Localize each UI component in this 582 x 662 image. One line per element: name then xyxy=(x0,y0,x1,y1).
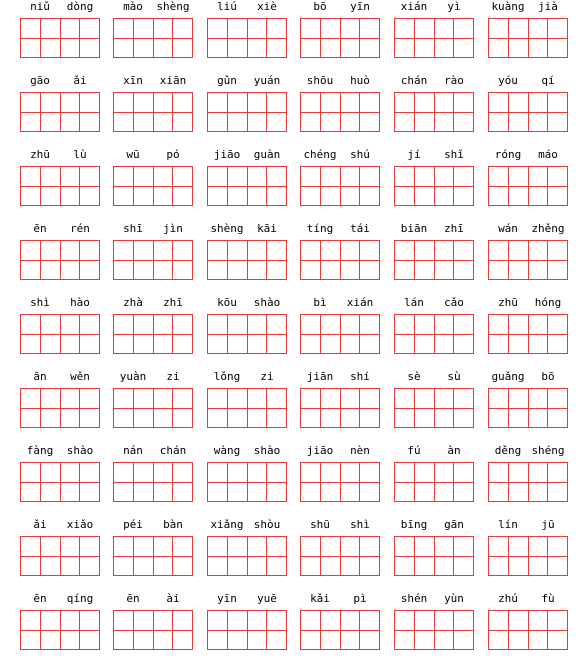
word-item xyxy=(300,0,380,60)
pinyin-label: ēn xyxy=(33,592,47,605)
word-item xyxy=(488,74,568,134)
word-item xyxy=(394,222,474,282)
word-item xyxy=(113,592,193,652)
word-item xyxy=(300,370,380,430)
pinyin-label: rén xyxy=(70,222,90,235)
word-item xyxy=(20,296,100,356)
pinyin-label: jiāo xyxy=(213,148,241,161)
pinyin-label: guàn xyxy=(253,148,281,161)
character-writing-grid[interactable] xyxy=(488,536,568,576)
pinyin-label: yīn xyxy=(350,0,370,13)
pinyin-label: mào xyxy=(123,0,143,13)
pinyin-label: gǔn xyxy=(217,74,237,87)
pinyin-label: yì xyxy=(447,0,461,13)
grid-line xyxy=(208,186,286,187)
word-item xyxy=(207,296,287,356)
pinyin-label: shì xyxy=(350,518,370,531)
pinyin-label: zhū xyxy=(498,296,518,309)
character-writing-grid[interactable] xyxy=(207,462,287,502)
word-item xyxy=(394,444,474,504)
character-writing-grid[interactable] xyxy=(394,92,474,132)
pinyin-label: lǒng xyxy=(213,370,241,383)
pinyin-label: bì xyxy=(313,296,327,309)
grid-line xyxy=(21,556,99,557)
grid-line xyxy=(114,408,192,409)
pinyin-label: xīn xyxy=(123,74,143,87)
pinyin-label: jí xyxy=(407,148,421,161)
character-writing-grid[interactable] xyxy=(113,462,193,502)
pinyin-label: xiǎng xyxy=(210,518,244,531)
character-writing-grid[interactable] xyxy=(207,388,287,428)
pinyin-label: hào xyxy=(70,296,90,309)
word-item xyxy=(207,0,287,60)
word-item xyxy=(300,148,380,208)
grid-line xyxy=(114,186,192,187)
character-writing-grid[interactable] xyxy=(300,314,380,354)
grid-line xyxy=(208,408,286,409)
worksheet-row xyxy=(0,592,582,662)
character-writing-grid[interactable] xyxy=(488,240,568,280)
pinyin-label: ài xyxy=(166,592,180,605)
pinyin-label: jìn xyxy=(163,222,183,235)
pinyin-label: bō xyxy=(541,370,555,383)
pinyin-label: yùn xyxy=(444,592,464,605)
pinyin-label: lín xyxy=(498,518,518,531)
word-item xyxy=(20,592,100,652)
character-writing-grid[interactable] xyxy=(207,536,287,576)
word-item xyxy=(394,592,474,652)
character-writing-grid[interactable] xyxy=(394,240,474,280)
word-item xyxy=(488,592,568,652)
character-writing-grid[interactable] xyxy=(113,314,193,354)
pinyin-label: shōu xyxy=(306,74,334,87)
pinyin-label: fú xyxy=(407,444,421,457)
pinyin-label: niǔ xyxy=(30,0,50,13)
word-item xyxy=(488,222,568,282)
grid-line xyxy=(21,408,99,409)
pinyin-label: zi xyxy=(166,370,180,383)
pinyin-label: xián xyxy=(400,0,428,13)
word-item xyxy=(113,518,193,578)
word-item xyxy=(300,518,380,578)
character-writing-grid[interactable] xyxy=(394,18,474,58)
pinyin-label: qíng xyxy=(66,592,94,605)
pinyin-label: jià xyxy=(538,0,558,13)
grid-line xyxy=(489,112,567,113)
word-item xyxy=(207,592,287,652)
pinyin-label: pì xyxy=(353,592,367,605)
pinyin-label: wàng xyxy=(213,444,241,457)
character-writing-grid[interactable] xyxy=(207,18,287,58)
pinyin-label: kuàng xyxy=(491,0,525,13)
grid-line xyxy=(114,630,192,631)
word-item xyxy=(113,148,193,208)
grid-line xyxy=(489,630,567,631)
pinyin-label: máo xyxy=(538,148,558,161)
grid-line xyxy=(208,112,286,113)
grid-line xyxy=(301,38,379,39)
character-writing-grid[interactable] xyxy=(488,388,568,428)
pinyin-label: péi xyxy=(123,518,143,531)
pinyin-label: cǎo xyxy=(444,296,464,309)
pinyin-label: jiān xyxy=(306,370,334,383)
pinyin-label: nán xyxy=(123,444,143,457)
character-writing-grid[interactable] xyxy=(20,18,100,58)
character-writing-grid[interactable] xyxy=(394,166,474,206)
word-item xyxy=(488,148,568,208)
pinyin-label: chán xyxy=(400,74,428,87)
character-writing-grid[interactable] xyxy=(113,610,193,650)
character-writing-grid[interactable] xyxy=(300,536,380,576)
grid-line xyxy=(489,334,567,335)
grid-line xyxy=(114,556,192,557)
pinyin-label: shén xyxy=(400,592,428,605)
word-item xyxy=(20,518,100,578)
pinyin-label: zhà xyxy=(123,296,143,309)
character-writing-grid[interactable] xyxy=(488,462,568,502)
pinyin-label: ēn xyxy=(126,592,140,605)
character-writing-grid[interactable] xyxy=(394,610,474,650)
character-writing-grid[interactable] xyxy=(300,462,380,502)
character-writing-grid[interactable] xyxy=(207,166,287,206)
word-item xyxy=(113,0,193,60)
character-writing-grid[interactable] xyxy=(300,388,380,428)
character-writing-grid[interactable] xyxy=(207,92,287,132)
pinyin-label: bīng xyxy=(400,518,428,531)
grid-line xyxy=(301,408,379,409)
word-item xyxy=(207,74,287,134)
pinyin-label: gān xyxy=(444,518,464,531)
pinyin-label: huò xyxy=(350,74,370,87)
character-writing-grid[interactable] xyxy=(20,610,100,650)
pinyin-label: qí xyxy=(541,74,555,87)
word-item xyxy=(488,296,568,356)
word-item xyxy=(488,518,568,578)
pinyin-label: biān xyxy=(400,222,428,235)
pinyin-label: shí xyxy=(350,370,370,383)
pinyin-label: yuán xyxy=(253,74,281,87)
word-item xyxy=(20,148,100,208)
worksheet-row xyxy=(0,296,582,366)
grid-line xyxy=(301,112,379,113)
pinyin-label: xián xyxy=(346,296,374,309)
grid-line xyxy=(208,630,286,631)
character-writing-grid[interactable] xyxy=(207,240,287,280)
worksheet-row xyxy=(0,148,582,218)
grid-line xyxy=(489,556,567,557)
grid-line xyxy=(489,408,567,409)
pinyin-label: chéng xyxy=(303,148,337,161)
worksheet-row xyxy=(0,518,582,588)
character-writing-grid[interactable] xyxy=(300,18,380,58)
word-item xyxy=(113,444,193,504)
character-writing-grid[interactable] xyxy=(113,92,193,132)
grid-line xyxy=(21,260,99,261)
pinyin-label: fàng xyxy=(26,444,54,457)
pinyin-label: wán xyxy=(498,222,518,235)
grid-line xyxy=(301,556,379,557)
character-writing-grid[interactable] xyxy=(488,314,568,354)
pinyin-label: gāo xyxy=(30,74,50,87)
pinyin-label: shì xyxy=(30,296,50,309)
pinyin-label: xiè xyxy=(257,0,277,13)
pinyin-label: shòu xyxy=(253,518,281,531)
pinyin-label: tíng xyxy=(306,222,334,235)
grid-line xyxy=(395,408,473,409)
word-item xyxy=(394,296,474,356)
grid-line xyxy=(114,112,192,113)
word-item xyxy=(20,0,100,60)
grid-line xyxy=(21,630,99,631)
pinyin-label: pó xyxy=(166,148,180,161)
pinyin-label: zhū xyxy=(30,148,50,161)
pinyin-label: ēn xyxy=(33,222,47,235)
grid-line xyxy=(395,334,473,335)
character-writing-grid[interactable] xyxy=(488,18,568,58)
grid-line xyxy=(489,186,567,187)
character-writing-grid[interactable] xyxy=(113,388,193,428)
grid-line xyxy=(301,260,379,261)
grid-line xyxy=(395,630,473,631)
character-writing-grid[interactable] xyxy=(300,240,380,280)
grid-line xyxy=(301,482,379,483)
pinyin-label: shèng xyxy=(156,0,190,13)
pinyin-label: zhú xyxy=(498,592,518,605)
pinyin-label: shào xyxy=(66,444,94,457)
character-writing-grid[interactable] xyxy=(20,240,100,280)
grid-line xyxy=(114,38,192,39)
character-writing-grid[interactable] xyxy=(300,610,380,650)
word-item xyxy=(300,444,380,504)
grid-line xyxy=(21,186,99,187)
worksheet-row xyxy=(0,370,582,440)
character-writing-grid[interactable] xyxy=(488,166,568,206)
pinyin-label: ǎi xyxy=(73,74,87,87)
grid-line xyxy=(208,260,286,261)
pinyin-label: chán xyxy=(159,444,187,457)
pinyin-label: yóu xyxy=(498,74,518,87)
character-writing-grid[interactable] xyxy=(113,166,193,206)
word-item xyxy=(207,370,287,430)
word-item xyxy=(394,370,474,430)
word-item xyxy=(300,592,380,652)
pinyin-label: yuē xyxy=(257,592,277,605)
pinyin-label: zhěng xyxy=(531,222,565,235)
pinyin-label: bàn xyxy=(163,518,183,531)
pinyin-label: shào xyxy=(253,296,281,309)
character-writing-grid[interactable] xyxy=(488,610,568,650)
word-item xyxy=(207,222,287,282)
grid-line xyxy=(395,112,473,113)
word-item xyxy=(113,296,193,356)
pinyin-label: wū xyxy=(126,148,140,161)
pinyin-label: shī xyxy=(123,222,143,235)
pinyin-label: dòng xyxy=(66,0,94,13)
character-writing-grid[interactable] xyxy=(113,536,193,576)
word-item xyxy=(394,0,474,60)
word-item xyxy=(300,296,380,356)
grid-line xyxy=(301,334,379,335)
pinyin-label: jū xyxy=(541,518,555,531)
pinyin-label: ǎi xyxy=(33,518,47,531)
pinyin-label: zhī xyxy=(163,296,183,309)
grid-line xyxy=(208,38,286,39)
worksheet-row xyxy=(0,222,582,292)
character-writing-grid[interactable] xyxy=(394,536,474,576)
character-writing-grid[interactable] xyxy=(20,314,100,354)
worksheet-row xyxy=(0,0,582,70)
character-writing-grid[interactable] xyxy=(20,388,100,428)
character-writing-grid[interactable] xyxy=(207,610,287,650)
pinyin-label: lán xyxy=(404,296,424,309)
word-item xyxy=(300,74,380,134)
pinyin-label: nèn xyxy=(350,444,370,457)
pinyin-label: shéng xyxy=(531,444,565,457)
grid-line xyxy=(395,260,473,261)
pinyin-label: shào xyxy=(253,444,281,457)
pinyin-label: jiāo xyxy=(306,444,334,457)
grid-line xyxy=(114,260,192,261)
word-item xyxy=(20,74,100,134)
pinyin-label: sè xyxy=(407,370,421,383)
pinyin-label: zi xyxy=(260,370,274,383)
word-item xyxy=(20,222,100,282)
pinyin-label: kāi xyxy=(257,222,277,235)
pinyin-label: kōu xyxy=(217,296,237,309)
word-item xyxy=(394,148,474,208)
word-item xyxy=(488,370,568,430)
character-writing-grid[interactable] xyxy=(113,18,193,58)
grid-line xyxy=(395,556,473,557)
character-writing-grid[interactable] xyxy=(394,462,474,502)
pinyin-label: shū xyxy=(310,518,330,531)
pinyin-label: yīn xyxy=(217,592,237,605)
word-item xyxy=(113,370,193,430)
character-writing-grid[interactable] xyxy=(20,536,100,576)
pinyin-label: hóng xyxy=(534,296,562,309)
pinyin-label: guǎng xyxy=(491,370,525,383)
grid-line xyxy=(489,38,567,39)
pinyin-label: zhī xyxy=(444,222,464,235)
grid-line xyxy=(301,186,379,187)
pinyin-label: shú xyxy=(350,148,370,161)
character-writing-grid[interactable] xyxy=(20,92,100,132)
character-writing-grid[interactable] xyxy=(113,240,193,280)
character-writing-grid[interactable] xyxy=(394,388,474,428)
character-writing-grid[interactable] xyxy=(394,314,474,354)
grid-line xyxy=(208,482,286,483)
grid-line xyxy=(114,334,192,335)
grid-line xyxy=(395,186,473,187)
grid-line xyxy=(208,334,286,335)
grid-line xyxy=(489,260,567,261)
character-writing-grid[interactable] xyxy=(300,92,380,132)
word-item xyxy=(394,74,474,134)
pinyin-label: rào xyxy=(444,74,464,87)
pinyin-label: bō xyxy=(313,0,327,13)
pinyin-label: ān xyxy=(33,370,47,383)
word-item xyxy=(20,370,100,430)
pinyin-label: yuàn xyxy=(119,370,147,383)
grid-line xyxy=(208,556,286,557)
character-writing-grid[interactable] xyxy=(488,92,568,132)
word-item xyxy=(394,518,474,578)
word-item xyxy=(300,222,380,282)
grid-line xyxy=(21,38,99,39)
pinyin-label: shèng xyxy=(210,222,244,235)
pinyin-label: xiǎo xyxy=(66,518,94,531)
character-writing-grid[interactable] xyxy=(207,314,287,354)
pinyin-label: děng xyxy=(494,444,522,457)
word-item xyxy=(488,444,568,504)
grid-line xyxy=(489,482,567,483)
word-item xyxy=(207,518,287,578)
pinyin-label: tái xyxy=(350,222,370,235)
word-item xyxy=(113,222,193,282)
grid-line xyxy=(114,482,192,483)
grid-line xyxy=(395,482,473,483)
grid-line xyxy=(301,630,379,631)
pinyin-label: xiān xyxy=(159,74,187,87)
pinyin-label: sù xyxy=(447,370,461,383)
grid-line xyxy=(21,112,99,113)
pinyin-label: róng xyxy=(494,148,522,161)
word-item xyxy=(20,444,100,504)
grid-line xyxy=(21,334,99,335)
word-item xyxy=(207,444,287,504)
pinyin-label: fù xyxy=(541,592,555,605)
character-writing-grid[interactable] xyxy=(20,166,100,206)
pinyin-label: kǎi xyxy=(310,592,330,605)
grid-line xyxy=(21,482,99,483)
word-item xyxy=(488,0,568,60)
word-item xyxy=(113,74,193,134)
worksheet-row xyxy=(0,444,582,514)
character-writing-grid[interactable] xyxy=(300,166,380,206)
grid-line xyxy=(395,38,473,39)
pinyin-label: lù xyxy=(73,148,87,161)
pinyin-label: liú xyxy=(217,0,237,13)
character-writing-grid[interactable] xyxy=(20,462,100,502)
word-item xyxy=(207,148,287,208)
pinyin-label: àn xyxy=(447,444,461,457)
worksheet-row xyxy=(0,74,582,144)
pinyin-label: wěn xyxy=(70,370,90,383)
pinyin-label: shǐ xyxy=(444,148,464,161)
